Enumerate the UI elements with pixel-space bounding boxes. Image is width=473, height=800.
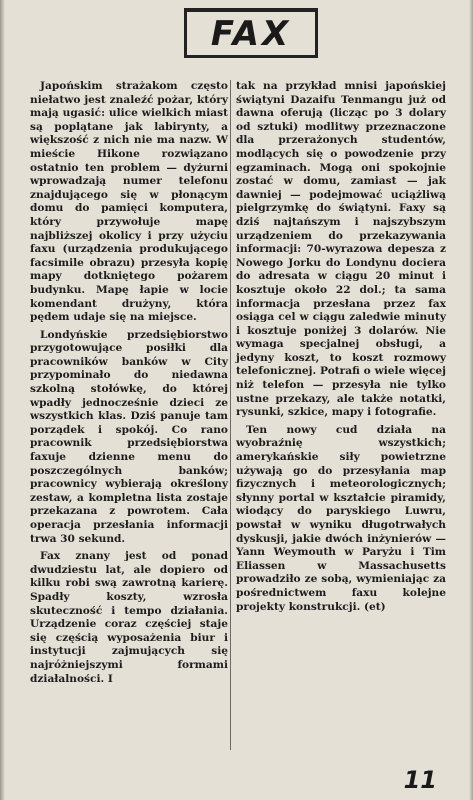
paragraph: Japońskim strażakom często niełatwo jest znaleźć pożar, który mają ugasić: ulice wielkich miast są poplątane jak labirynty, a większość z nich nie ma nazw. W mieście Hikone rozwiązano ostatnio ten problem — dyżurni wprowadzają numer telefonu znajdującego się w płonącym domu do pamięci komputera, który przywołuje mapę najbliższej okolicy i przy użyciu faxu (urządzenia produkującego facsimile obrazu) przesyła kopię mapy dotkniętego pożarem budynku. Mapę łapie w locie komendant drużyny, która pędem udaje się na miejsce. bbox=[30, 80, 228, 324]
left-column bbox=[30, 80, 228, 690]
title-box bbox=[184, 8, 318, 58]
paragraph: Fax znany jest od ponad dwudziestu lat, ale dopiero od kilku robi swą zawrotną karierę. Spadły koszty, wzrosła skuteczność i tempo działania. Urządzenie coraz częściej staje się częścią wyposażenia biur i instytucji zajmujących się najróżniejszymi formami działalności. I bbox=[30, 550, 228, 685]
page-edge-right bbox=[469, 0, 473, 800]
page-number: 11 bbox=[403, 766, 437, 794]
paragraph: Ten nowy cud działa na wyobraźnię wszystkich; amerykańskie siły powietrzne używają go do przesyłania map fizycznych i meteorologicznych; słynny portal w kształcie piramidy, wiodący do paryskiego Luwru, powstał w wyniku długotrwałych dyskusji, jakie dwóch inżynierów — Yann Weymouth w Paryżu i Tim Eliassen w Massachusetts prowadziło ze sobą, wymieniając za pośrednictwem faxu kolejne projekty konstrukcji. (et) bbox=[236, 423, 446, 613]
right-column bbox=[236, 80, 446, 618]
paragraph: tak na przykład mnisi japońskiej świątyni Dazaifu Tenmangu już od dawna oferują (licząc po 3 dolary od sztuki) modlitwy przeznaczone dla przerażonych studentów, modlących się o powodzenie przy egzaminach. Mogą oni spokojnie zostać w domu, zamiast — jak dawniej — podejmować uciążliwą pielgrzymkę do świątyni. Faxy są dziś najtańszym i najszybszym urządzeniem do przekazywania informacji: 70-wyrazowa depesza z Nowego Jorku do Londynu dociera do adresata w ciągu 20 minut i kosztuje około 22 dol.; ta sama informacja przesłana przez fax osiąga cel w ciągu zaledwie minuty i kosztuje poniżej 3 dolarów. Nie wymaga specjalnej obsługi, a jedyny koszt, to koszt rozmowy telefonicznej. Potrafi o wiele więcej niż telefon — przesyła nie tylko ustne przekazy, ale także notatki, rysunki, szkice, mapy i fotografie. bbox=[236, 80, 446, 419]
article-body bbox=[30, 80, 458, 750]
page-edge-left bbox=[0, 0, 5, 800]
paragraph: Londyńskie przedsiębiorstwo przygotowujące posiłki dla pracowników banków w City przypominało do niedawna szkolną stołówkę, do której wpadły jednocześnie dzieci ze wszystkich klas. Dziś panuje tam porządek i spokój. Co rano pracownik przedsiębiorstwa faxuje dzienne menu do poszczególnych banków; pracownicy wybierają określony zestaw, a kompletna lista zostaje przekazana z powrotem. Cała operacja przesłania informacji trwa 30 sekund. bbox=[30, 328, 228, 545]
column-divider bbox=[230, 80, 231, 750]
article-title: FAX bbox=[210, 14, 292, 54]
article-header bbox=[12, 0, 465, 68]
